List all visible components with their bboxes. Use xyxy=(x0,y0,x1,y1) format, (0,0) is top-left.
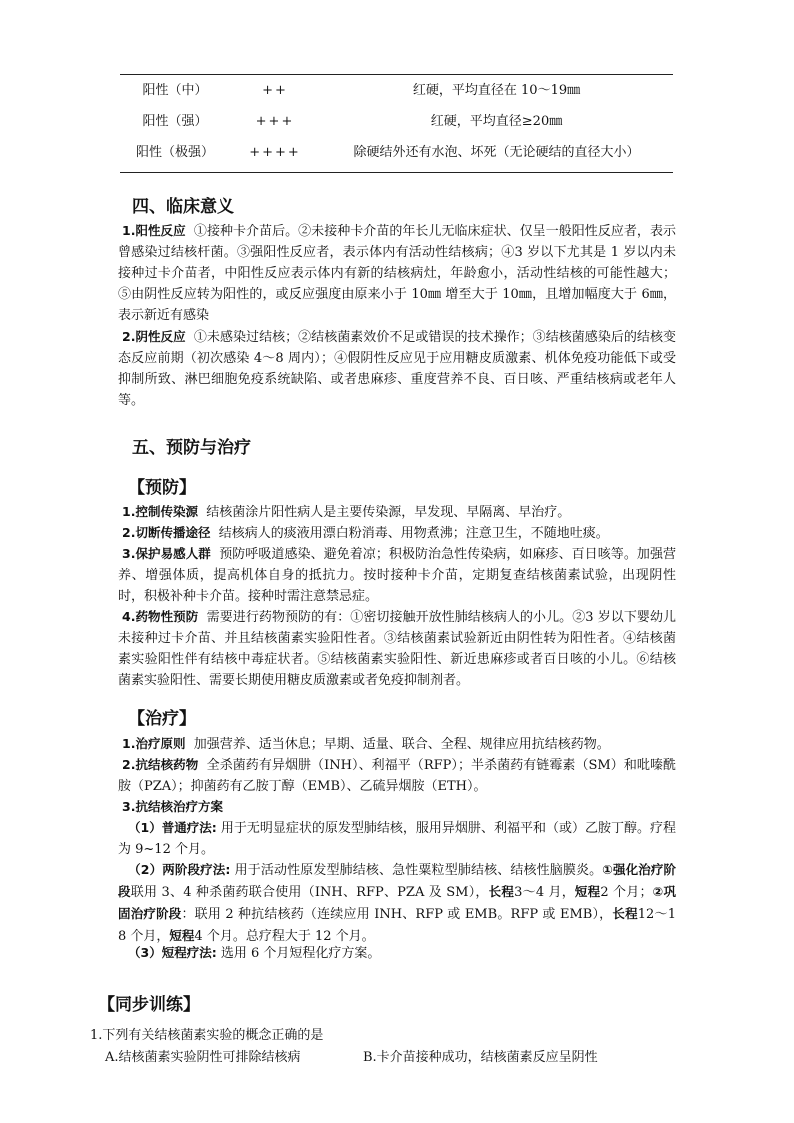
treatment-plan-3 xyxy=(118,942,676,964)
plan-text: 用于无明显症状的原发型肺结核，服用异烟肼、利福平和（或）乙胺丁醇。疗程为 9~12 个月。 xyxy=(118,821,676,857)
plan-text: 用于活动性原发型肺结核、急性粟粒型肺结核、结核性脑膜炎。 xyxy=(234,863,603,878)
plan-text: 12～18 个月， xyxy=(118,907,676,944)
item-label: 1.治疗原则 xyxy=(122,736,186,751)
prevention-item xyxy=(118,606,676,691)
practice-heading: 【同步训练】 xyxy=(98,995,200,1015)
section-heading: 四、临床意义 xyxy=(132,197,234,217)
short-label: 短程 xyxy=(169,928,195,943)
question-text: 1.下列有关结核菌素实验的概念正确的是 xyxy=(90,1028,324,1043)
long-label: 长程 xyxy=(612,906,638,921)
treatment-plan-2 xyxy=(118,859,676,947)
negative-reaction-paragraph xyxy=(118,326,676,411)
desc-cell: 红硬，平均直径≥20㎜ xyxy=(430,114,563,129)
plan-label: （2）两阶段疗法: xyxy=(128,862,231,877)
plan-text: 4 个月。总疗程大于 12 个月。 xyxy=(194,929,375,944)
short-label: 短程 xyxy=(574,884,601,899)
item-label: 1.控制传染源 xyxy=(122,504,198,519)
option-b: B.卡介苗接种成功，结核菌素反应呈阴性 xyxy=(363,1050,598,1065)
plan-text: 联用 3、4 种杀菌药联合使用（INH、RFP、PZA 及 SM）， xyxy=(130,885,489,900)
treatment-drugs xyxy=(118,754,676,797)
negative-text: ①未感染过结核；②结核菌素效价不足或错误的技术操作；③结核菌感染后的结核变态反应前期（初次感染 4～8 周内）；④假阴性反应见于应用糖皮质激素、机体免疫功能低下或受抑制所致、淋巴细胞免疫系统缺陷、或者患麻疹、重度营养不良、百日咳、严重结核病或老年人等。 xyxy=(118,330,676,408)
phase-label: ②巩固治疗阶段 xyxy=(118,884,676,921)
plan-label: （1）普通疗法: xyxy=(128,820,217,835)
table-row xyxy=(120,106,673,137)
plan-text: ：联用 2 种抗结核药（连续应用 INH、RFP 或 EMB。RFP 或 EMB）， xyxy=(181,907,613,922)
table-row xyxy=(120,75,673,106)
plan-text: 3～4 月， xyxy=(514,885,575,900)
positive-text: ①接种卡介苗后。②未接种卡介苗的年长儿无临床症状、仅呈一般阳性反应者，表示曾感染过结核杆菌。③强阳性反应者，表示体内有活动性结核病；④3 岁以下尤其是 1 岁以内未接种过卡介苗者，中阳性反应表示体内有新的结核病灶，年龄愈小，活动性结核的可能性越大；⑤由阴性反应转为阳性的，或反应强度由原来小于 10㎜ 增至大于 10㎜，且增加幅度大于 6㎜，表示新近有感染 xyxy=(118,224,676,323)
prevention-heading: 【预防】 xyxy=(128,478,196,498)
tuberculin-grade-table xyxy=(120,74,673,173)
positive-label: 1.阳性反应 xyxy=(122,223,186,238)
treatment-principle xyxy=(118,733,676,755)
item-text: 结核病人的痰液用漂白粉消毒、用物煮沸；注意卫生，不随地吐痰。 xyxy=(218,526,609,541)
item-label: 2.切断传播途径 xyxy=(122,525,211,540)
option-a: A.结核菌素实验阴性可排除结核病 xyxy=(105,1050,301,1065)
long-label: 长程 xyxy=(488,884,515,899)
item-text: 加强营养、适当休息；早期、适量、联合、全程、规律应用抗结核药物。 xyxy=(193,737,610,752)
desc-cell: 红硬，平均直径在 10～19㎜ xyxy=(412,83,581,98)
grade-cell: 阳性（中） xyxy=(142,83,208,98)
item-text: 预防呼吸道感染、避免着凉；积极防治急性传染病，如麻疹、百日咳等。加强营养、增强体质，提高机体自身的抵抗力。按时接种卡介苗，定期复查结核菌素试验，出现阴性时，积极补种卡介苗。接种时需注意禁忌症。 xyxy=(118,547,676,604)
table-row xyxy=(120,137,673,168)
treatment-plan-1 xyxy=(118,817,676,860)
desc-cell: 除硬结外还有水泡、坏死（无论硬结的直径大小） xyxy=(353,145,640,160)
item-label: 3.保护易感人群 xyxy=(122,546,211,561)
section-heading: 五、预防与治疗 xyxy=(132,438,251,458)
treatment-heading: 【治疗】 xyxy=(128,709,196,729)
item-label: 2.抗结核药物 xyxy=(122,757,199,772)
mark-cell: ++ xyxy=(262,83,288,98)
mark-cell: +++ xyxy=(255,114,295,129)
item-text: 全杀菌药有异烟肼（INH）、利福平（RFP）；半杀菌药有链霉素（SM）和吡嗪酰胺（PZA）；抑菌药有乙胺丁醇（EMB）、乙硫异烟胺（ETH）。 xyxy=(118,758,676,794)
prevention-item xyxy=(118,543,676,607)
phase-label: ①强化治疗阶段 xyxy=(118,862,676,899)
plan-text: 选用 6 个月短程化疗方案。 xyxy=(220,946,381,961)
positive-reaction-paragraph xyxy=(118,220,676,326)
item-text: 需要进行药物预防的有：①密切接触开放性肺结核病人的小儿。②3 岁以下婴幼儿未接种过卡介苗、并且结核菌素实验阳性者。③结核菌素试验新近由阴性转为阳性者。④结核菌素实验阳性伴有结核中毒症状者。⑤结核菌素实验阳性、新近患麻疹或者百日咳的小儿。⑥结核菌素实验阳性、需要长期使用糖皮质激素或者免疫抑制剂者。 xyxy=(118,610,677,688)
item-label: 3.抗结核治疗方案 xyxy=(122,799,223,814)
item-text: 结核菌涂片阳性病人是主要传染源，早发现、早隔离、早治疗。 xyxy=(206,505,571,520)
item-label: 4.药物性预防 xyxy=(122,609,199,624)
plan-label: （3）短程疗法: xyxy=(128,945,217,960)
mark-cell: ++++ xyxy=(249,145,301,160)
prevention-item xyxy=(118,501,676,523)
negative-label: 2.阴性反应 xyxy=(122,329,186,344)
grade-cell: 阳性（强） xyxy=(142,114,208,129)
table-bottom-rule xyxy=(120,172,673,173)
plan-text: 2 个月； xyxy=(600,885,653,900)
treatment-plan-heading xyxy=(118,796,676,818)
grade-cell: 阳性（极强） xyxy=(135,145,214,160)
prevention-item xyxy=(118,522,676,544)
